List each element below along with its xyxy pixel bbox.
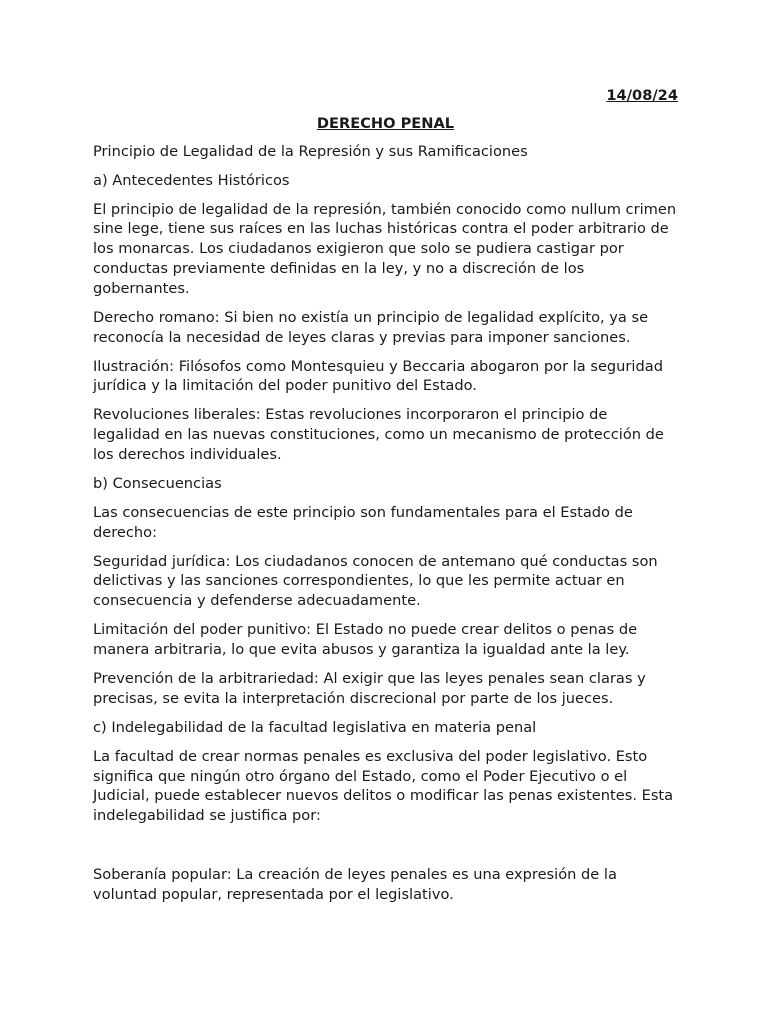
section-c-heading: c) Indelegabilidad de la facultad legislativa en materia penal (93, 718, 537, 736)
section-c-point-popular-sovereignty: Soberanía popular: La creación de leyes penales es una expresión de la voluntad popular, representada por el legislativo. (93, 866, 617, 903)
section-a-point-liberal-revolutions: Revoluciones liberales: Estas revoluciones incorporaron el principio de legalidad en las nuevas constituciones, como un mecanismo de protección de los derechos individuales. (93, 406, 664, 463)
section-b-point-arbitrariness: Prevención de la arbitrariedad: Al exigir que las leyes penales sean claras y precisas, se evita la interpretación discrecional por parte de los jueces. (93, 670, 646, 707)
document-body (93, 86, 678, 914)
section-b-heading: b) Consecuencias (93, 474, 222, 492)
section-c-intro: La facultad de crear normas penales es exclusiva del poder legislativo. Esto significa que ningún otro órgano del Estado, como el Poder Ejecutivo o el Judicial, puede establecer nuevos delitos o modificar las penas existentes. Esta indelegabilidad se justifica por: (93, 747, 674, 825)
blank-line (93, 835, 678, 865)
section-a-heading: a) Antecedentes Históricos (93, 171, 290, 189)
section-a-intro: El principio de legalidad de la represión, también conocido como nullum crimen sine lege, tiene sus raíces en las luchas históricas contra el poder arbitrario de los monarcas. Los ciudadanos exigieron que solo se pudiera castigar por conductas previamente definidas en la ley, y no a discreción de los gobernantes. (93, 200, 677, 297)
document-subtitle: Principio de Legalidad de la Represión y sus Ramificaciones (93, 142, 528, 160)
document-date: 14/08/24 (606, 87, 678, 104)
section-a-point-enlightenment: Ilustración: Filósofos como Montesquieu y Beccaria abogaron por la seguridad jurídica y la limitación del poder punitivo del Estado. (93, 357, 663, 395)
document-title: DERECHO PENAL (316, 114, 455, 132)
section-b-point-punitive-limit: Limitación del poder punitivo: El Estado no puede crear delitos o penas de manera arbitraria, lo que evita abusos y garantiza la igualdad ante la ley. (93, 621, 638, 659)
section-b-intro: Las consecuencias de este principio son fundamentales para el Estado de derecho: (93, 503, 633, 541)
section-a-point-roman-law: Derecho romano: Si bien no existía un principio de legalidad explícito, ya se reconocía la necesidad de leyes claras y previas para imponer sanciones. (93, 308, 649, 346)
section-b-point-legal-certainty: Seguridad jurídica: Los ciudadanos conocen de antemano qué conductas son delictivas y las sanciones correspondientes, lo que les permite actuar en consecuencia y defenderse adecuadamente. (93, 552, 658, 610)
